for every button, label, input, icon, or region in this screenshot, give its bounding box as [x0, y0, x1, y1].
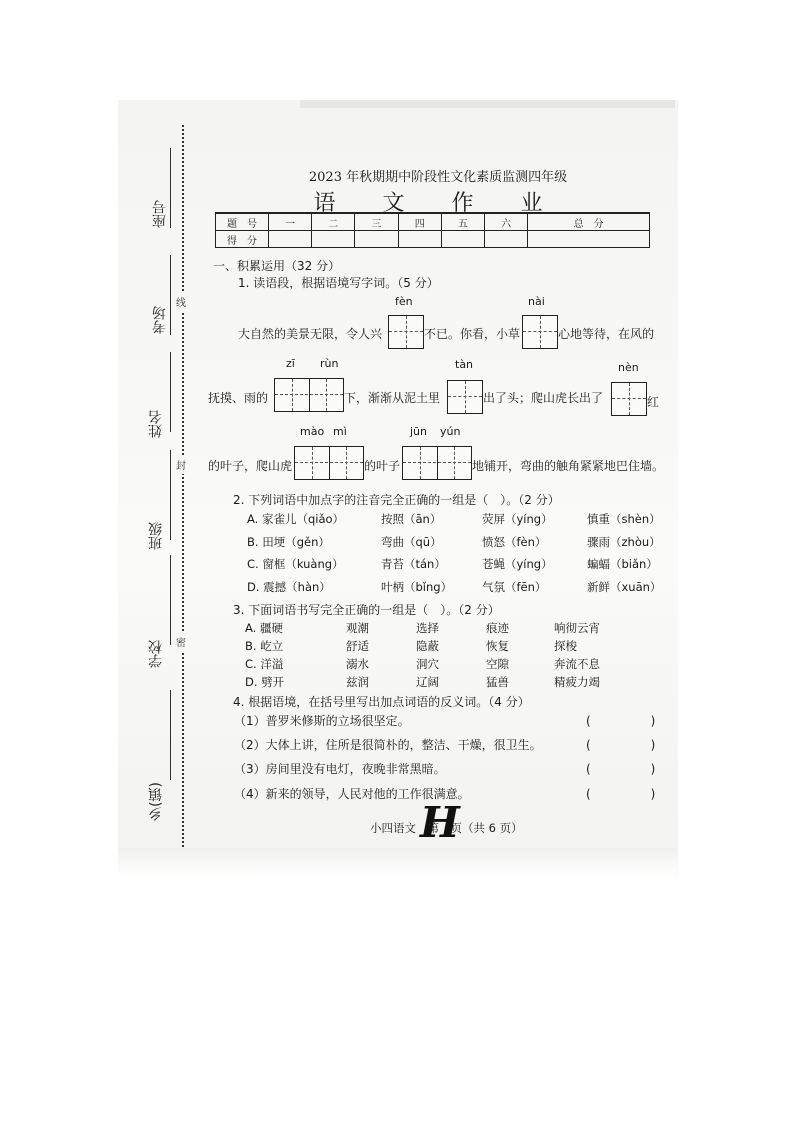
seal-line: [182, 125, 184, 855]
school-label: 学校: [148, 640, 164, 668]
question-4-prompt: 4. 根据语境，在括号里写出加点词语的反义词。（4 分）: [233, 695, 530, 709]
exam-title: 语 文 作 业: [313, 191, 563, 216]
option-a[interactable]: A. 疆硬: [245, 621, 283, 635]
table-cell: 二: [312, 213, 355, 231]
answer-box[interactable]: [274, 378, 344, 412]
option-word: 响彻云宵: [554, 621, 600, 635]
answer-box[interactable]: [388, 315, 424, 349]
q4-item: （3）房间里没有电灯，夜晚非常黑暗。: [234, 762, 446, 776]
passage-text: 大自然的美景无限，令人兴: [238, 327, 383, 341]
seat-blank[interactable]: [170, 148, 171, 228]
passage-text: 抚摸、雨的: [208, 391, 269, 405]
binding-margin: [118, 124, 178, 854]
option-word: 洞穴: [416, 657, 439, 671]
score-input-cell[interactable]: [269, 231, 312, 248]
option-word: 气氛（fēn）: [482, 580, 547, 594]
option-word: 隐蔽: [416, 639, 439, 653]
table-cell: 得 分: [216, 231, 269, 248]
pinyin: fèn: [395, 295, 413, 308]
option-word: 骤雨（zhòu）: [587, 535, 661, 549]
answer-blank[interactable]: ( ): [586, 787, 656, 801]
passage-text: 不已。你看，小草: [424, 327, 521, 341]
answer-box[interactable]: [402, 446, 472, 480]
watermark-stamp: H: [420, 798, 460, 847]
option-word: 观潮: [346, 621, 369, 635]
option-a[interactable]: A. 家雀儿（qiǎo）: [247, 512, 345, 526]
answer-box[interactable]: [611, 382, 647, 416]
option-c[interactable]: C. 窗框（kuàng）: [247, 557, 344, 571]
passage-text: 下，渐渐从泥土里: [344, 391, 441, 405]
option-word: 猛兽: [486, 675, 509, 689]
seal-mark-seal: 封: [176, 455, 186, 474]
option-word: 愤怒（fèn）: [482, 535, 547, 549]
passage-text: 心地等待，在风的: [558, 327, 655, 341]
pinyin: jūn: [410, 425, 427, 438]
option-word: 按照（ān）: [381, 512, 442, 526]
option-word: 舒适: [346, 639, 369, 653]
table-cell: 一: [269, 213, 312, 231]
option-word: 辽阔: [416, 675, 439, 689]
town-blank[interactable]: [170, 690, 171, 780]
option-word: 叶柄（bǐng）: [381, 580, 453, 594]
room-label: 考场: [152, 306, 168, 334]
question-3-prompt: 3. 下面词语书写完全正确的一组是（ ）。（2 分）: [233, 603, 500, 617]
pinyin: tàn: [455, 358, 474, 371]
passage-text: 红: [647, 395, 660, 409]
passage-text: 的叶子，爬山虎: [208, 459, 293, 473]
pinyin: mì: [333, 425, 347, 438]
pinyin: nài: [528, 295, 545, 308]
answer-box[interactable]: [294, 446, 364, 480]
score-input-cell[interactable]: [355, 231, 398, 248]
town-label: 乡(镇): [148, 782, 164, 821]
option-word: 溺水: [346, 657, 369, 671]
option-d[interactable]: D. 劈开: [245, 675, 285, 689]
score-input-cell[interactable]: [485, 231, 528, 248]
option-d[interactable]: D. 震撼（hàn）: [247, 580, 331, 594]
answer-blank[interactable]: ( ): [586, 738, 656, 752]
option-word: 弯曲（qū）: [381, 535, 442, 549]
option-b[interactable]: B. 屹立: [245, 639, 284, 653]
score-table-score-row: [216, 231, 650, 248]
table-cell: 总 分: [528, 213, 650, 231]
score-table-header-row: [216, 213, 650, 231]
school-blank[interactable]: [170, 555, 171, 645]
name-blank[interactable]: [170, 352, 171, 432]
pinyin: nèn: [618, 361, 639, 374]
answer-blank[interactable]: ( ): [586, 762, 656, 776]
seal-mark-secret: 密: [176, 632, 186, 651]
page-footer: 小四语文 第 页（共 6 页）: [370, 821, 523, 835]
option-word: 蝙蝠（biǎn）: [587, 557, 658, 571]
score-input-cell[interactable]: [528, 231, 650, 248]
option-word: 选择: [416, 621, 439, 635]
option-c[interactable]: C. 洋溢: [245, 657, 284, 671]
option-word: 新鲜（xuān）: [587, 580, 662, 594]
pinyin: yún: [440, 425, 461, 438]
exam-subtitle: 2023 年秋期期中阶段性文化素质监测四年级: [308, 170, 568, 185]
score-input-cell[interactable]: [398, 231, 441, 248]
option-word: 兹润: [346, 675, 369, 689]
pinyin: mào: [300, 425, 325, 438]
passage-text: 的叶子: [364, 459, 401, 473]
seal-mark-line: 线: [176, 292, 186, 311]
table-cell: 六: [485, 213, 528, 231]
option-word: 精疲力竭: [554, 675, 600, 689]
option-b[interactable]: B. 田埂（gěn）: [247, 535, 330, 549]
option-word: 恢复: [486, 639, 509, 653]
class-label: 班级: [148, 522, 164, 550]
option-word: 探梭: [554, 639, 577, 653]
answer-box[interactable]: [447, 380, 483, 414]
name-label: 姓名: [148, 410, 164, 438]
option-word: 痕迹: [486, 621, 509, 635]
question-1-prompt: 1. 读语段，根据语境写字词。（5 分）: [238, 276, 439, 290]
seat-label: 座号: [152, 200, 168, 228]
pinyin: rùn: [320, 357, 339, 370]
option-word: 慎重（shèn）: [587, 512, 661, 526]
score-input-cell[interactable]: [312, 231, 355, 248]
option-word: 空隙: [486, 657, 509, 671]
passage-text: 地铺开，弯曲的触角紧紧地巴住墙。: [472, 459, 665, 473]
option-word: 青苔（tán）: [381, 557, 446, 571]
class-blank[interactable]: [170, 450, 171, 540]
table-cell: 题 号: [216, 213, 269, 231]
passage-text: 出了头；爬山虎长出了: [483, 391, 604, 405]
paper-edge-shadow: [300, 100, 675, 108]
q4-item: （2）大体上讲，住所是很简朴的，整洁、干燥，很卫生。: [234, 738, 542, 752]
option-word: 奔流不息: [554, 657, 600, 671]
section-heading: 一、积累运用（32 分）: [213, 259, 341, 273]
option-word: 苍蝇（yíng）: [482, 557, 553, 571]
table-cell: 三: [355, 213, 398, 231]
q4-item: （4）新来的领导，人民对他的工作很满意。: [234, 787, 470, 801]
table-cell: 四: [398, 213, 441, 231]
score-input-cell[interactable]: [441, 231, 484, 248]
q4-item: （1）普罗米修斯的立场很坚定。: [234, 714, 410, 728]
paper-edge-shadow: [118, 848, 678, 878]
answer-box[interactable]: [522, 315, 558, 349]
question-2-prompt: 2. 下列词语中加点字的注音完全正确的一组是（ ）。（2 分）: [233, 493, 560, 507]
answer-blank[interactable]: ( ): [586, 714, 656, 728]
room-blank[interactable]: [170, 255, 171, 335]
option-word: 荧屏（yíng）: [482, 512, 553, 526]
pinyin: zī: [286, 357, 295, 370]
score-table: [215, 212, 650, 248]
table-cell: 五: [441, 213, 484, 231]
